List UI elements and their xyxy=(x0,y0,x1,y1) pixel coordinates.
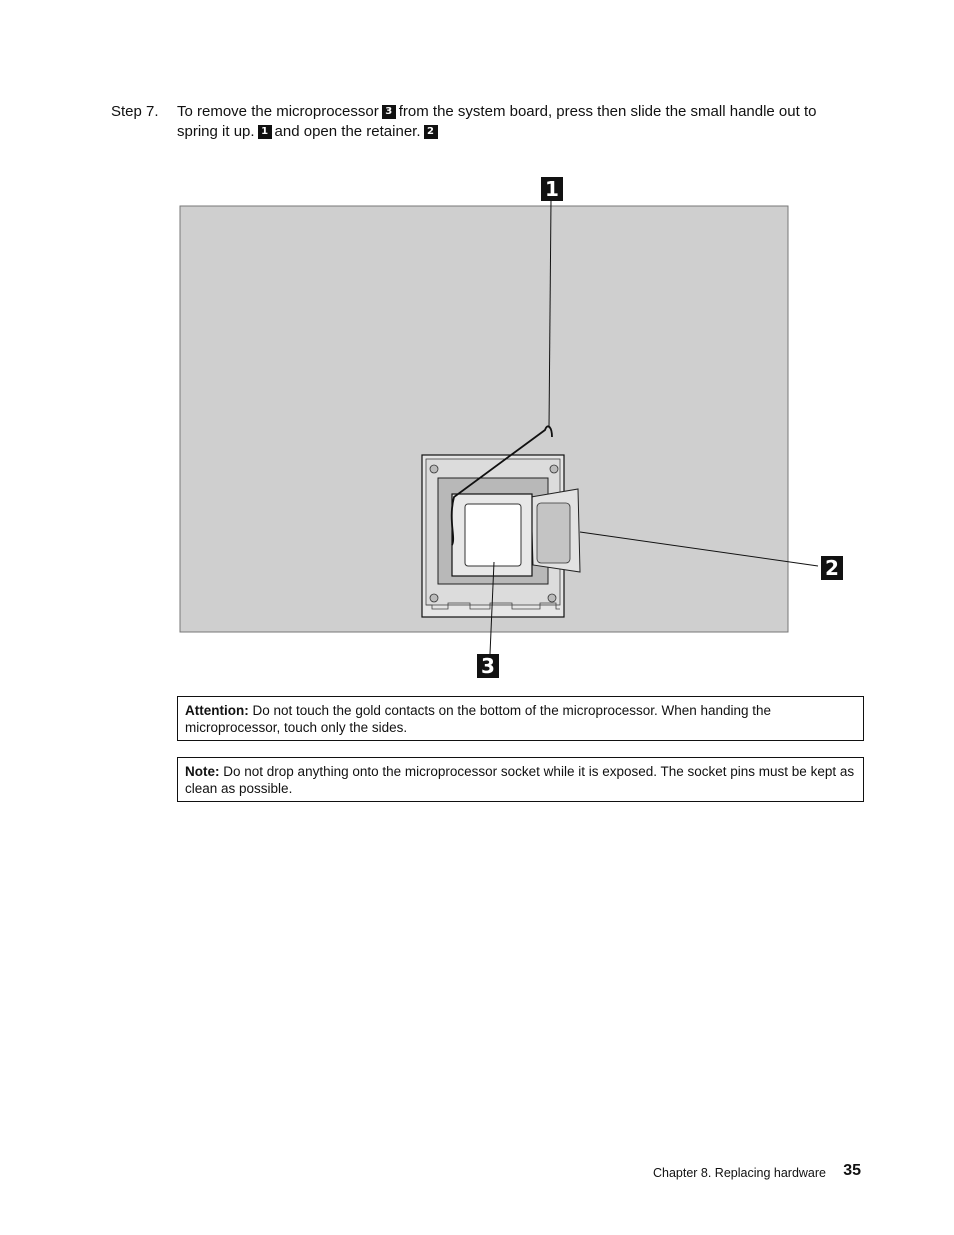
figure-callout-3: 3 xyxy=(477,654,499,678)
callout-marker-2: 2 xyxy=(424,125,438,139)
attention-text: Do not touch the gold contacts on the bottom of the microprocessor. When handing the microprocessor, touch only the sides. xyxy=(185,703,772,735)
figure-callout-2: 2 xyxy=(821,556,843,580)
note-text: Do not drop anything onto the microprocessor socket while it is exposed. The socket pins must be kept as clean as possible. xyxy=(185,764,855,796)
note-label: Note: xyxy=(185,764,220,779)
step-text-part3: and open the retainer. xyxy=(274,123,421,140)
attention-label: Attention: xyxy=(185,703,249,718)
footer-chapter-title: Chapter 8. Replacing hardware xyxy=(652,1166,826,1180)
screw-top-left xyxy=(430,465,438,473)
microprocessor-heatspreader xyxy=(465,504,521,566)
step-text-part2: from the system board, press then slide the small handle out to spring it up. xyxy=(177,103,817,140)
callout-marker-3: 3 xyxy=(382,105,396,119)
screw-top-right xyxy=(550,465,558,473)
attention-box xyxy=(177,696,864,741)
figure-callout-1: 1 xyxy=(541,177,563,201)
note-box xyxy=(177,757,864,802)
retainer-window xyxy=(537,503,570,563)
page-number: 35 xyxy=(843,1162,861,1179)
step-number: Step 7. xyxy=(111,103,159,120)
screw-bottom-left xyxy=(430,594,438,602)
callout-marker-1: 1 xyxy=(258,125,272,139)
screw-bottom-right xyxy=(548,594,556,602)
step-text-part1: To remove the microprocessor xyxy=(177,103,379,120)
